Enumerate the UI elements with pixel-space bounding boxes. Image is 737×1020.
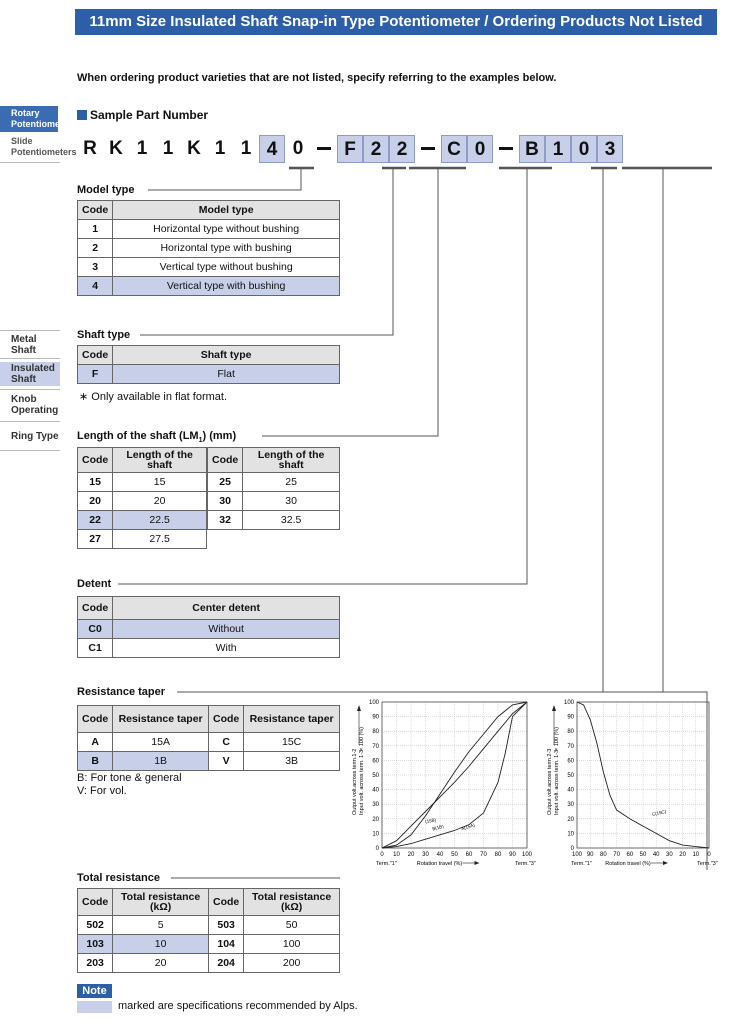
code-cell: 20 (78, 492, 113, 511)
y-tick-label: 20 (567, 816, 574, 823)
pn-char: 1 (136, 138, 148, 159)
pn-char-resistance: 1 (545, 135, 571, 163)
sidebar-item-rotary[interactable]: Rotary Potentiometers (0, 106, 58, 132)
y-tick-label: 60 (567, 758, 574, 765)
table-row (208, 492, 340, 511)
table-row-recommended (78, 511, 207, 530)
code-cell: C1 (78, 639, 113, 658)
code-cell: 4 (78, 277, 113, 296)
x-tick-label: 0 (380, 852, 384, 858)
pn-char: 1 (240, 138, 252, 159)
sidebar-item-slide[interactable]: Slide Potentiometers (11, 136, 77, 157)
y-tick-label: 20 (372, 816, 379, 823)
pn-char-detent: C (441, 135, 467, 163)
sidebar-item-knob-operating[interactable]: Knob Operating (11, 394, 59, 416)
value-cell: With (113, 639, 340, 658)
value-cell: 32.5 (243, 511, 340, 530)
total-resistance-heading: Total resistance (77, 872, 163, 884)
table-header: Code (78, 201, 113, 220)
resistance-taper-table (77, 705, 340, 771)
code-cell: 204 (209, 954, 244, 973)
x-tick-label: 20 (407, 852, 415, 858)
value-cell: 50 (244, 916, 340, 935)
y-tick-label: 40 (372, 787, 379, 794)
value-cell: 3B (244, 752, 340, 771)
table-header: Resistance taper (244, 706, 340, 733)
y-axis-arrowhead (552, 705, 556, 711)
pn-char-length: 2 (363, 135, 389, 163)
table-row (78, 733, 340, 752)
table-row (208, 473, 340, 492)
x-tick-label: 80 (600, 852, 607, 858)
y-tick-label: 70 (567, 743, 574, 750)
table-row-recommended (78, 365, 340, 384)
x-left-term: Term."1" (571, 861, 592, 867)
code-cell: 22 (78, 511, 113, 530)
y-axis-label: Input volt. across term. 1-3 (554, 749, 560, 815)
code-cell: C (209, 733, 244, 752)
x-axis-label: Rotation travel (%) (416, 861, 463, 867)
x-tick-label: 100 (571, 852, 583, 858)
y-axis-arrowhead (357, 705, 361, 711)
pn-char-resistance: 3 (597, 135, 623, 163)
value-cell: 20 (113, 954, 209, 973)
x-tick-label: 60 (465, 852, 473, 858)
x-tick-label: 80 (494, 852, 502, 858)
table-header: Total resistance (kΩ) (244, 889, 340, 916)
shaft-length-table-left (77, 447, 207, 549)
value-cell: 15C (244, 733, 340, 752)
x-tick-label: 0 (707, 852, 711, 858)
shaft-type-table (77, 345, 340, 384)
table-header: Code (209, 889, 244, 916)
x-tick-label: 90 (586, 852, 594, 858)
value-cell: Horizontal type with bushing (113, 239, 340, 258)
table-header: Code (78, 706, 113, 733)
shaft-length-heading-text: Length of the shaft (LM (77, 430, 199, 442)
value-cell: Flat (113, 365, 340, 384)
shaft-length-heading-sub: 1 (198, 437, 203, 445)
taper-chart-left (345, 698, 535, 874)
x-axis-arrowhead (663, 861, 668, 865)
y-tick-label: 10 (567, 831, 574, 838)
note-text: marked are specifications recommended by Alps. (118, 1000, 358, 1012)
resistance-taper-heading: Resistance taper (77, 686, 168, 698)
code-cell: 3 (78, 258, 113, 277)
pn-char-resistance: 0 (571, 135, 597, 163)
intro-text: When ordering product varieties that are not listed, specify referring to the examples below. (77, 72, 557, 84)
value-cell: Vertical type without bushing (113, 258, 340, 277)
sidebar-item-ring-type[interactable]: Ring Type (11, 431, 59, 442)
value-cell: Without (113, 620, 340, 639)
table-row (78, 473, 207, 492)
code-cell: 104 (209, 935, 244, 954)
shaft-length-heading-tail: ) (mm) (202, 430, 237, 442)
y-tick-label: 80 (567, 729, 574, 736)
value-cell: 5 (113, 916, 209, 935)
sample-part-label: Sample Part Number (90, 108, 209, 122)
shaft-length-table-right (207, 447, 340, 530)
x-tick-label: 70 (613, 852, 620, 858)
value-cell: Vertical type with bushing (113, 277, 340, 296)
code-cell-recommended: B (78, 752, 113, 771)
code-cell: 203 (78, 954, 113, 973)
value-cell: 100 (244, 935, 340, 954)
x-tick-label: 40 (436, 852, 444, 858)
x-tick-label: 90 (509, 852, 516, 858)
code-cell: 2 (78, 239, 113, 258)
value-cell-recommended: 10 (113, 935, 209, 954)
table-header: Code (209, 706, 244, 733)
y-tick-label: 90 (567, 714, 574, 721)
table-header: Length of the shaft (113, 448, 207, 473)
y-tick-label: 50 (372, 773, 379, 779)
taper-note-v: V: For vol. (77, 785, 127, 797)
y-tick-label: 100 (563, 700, 574, 706)
x-tick-label: 50 (451, 852, 458, 858)
code-cell: 1 (78, 220, 113, 239)
x-tick-label: 20 (679, 852, 686, 858)
code-cell: 15 (78, 473, 113, 492)
value-cell: 200 (244, 954, 340, 973)
y-tick-label: 30 (372, 802, 379, 809)
table-row (78, 916, 340, 935)
code-cell: 32 (208, 511, 243, 530)
code-cell-recommended: 103 (78, 935, 113, 954)
x-right-term: Term."3" (697, 861, 718, 867)
value-cell-recommended: 1B (113, 752, 209, 771)
x-axis-arrowhead (475, 861, 480, 865)
pn-char-taper: B (519, 135, 545, 163)
table-header: Resistance taper (113, 706, 209, 733)
y-tick-label: 10 (372, 831, 379, 838)
shaft-length-heading (77, 430, 239, 444)
table-row (208, 511, 340, 530)
x-right-term: Term."3" (515, 861, 536, 867)
code-cell: 503 (209, 916, 244, 935)
pn-char: 1 (214, 138, 226, 159)
code-cell: 30 (208, 492, 243, 511)
y-tick-label: 0 (570, 846, 574, 852)
table-row (78, 258, 340, 277)
y-tick-label: 50 (567, 773, 574, 779)
page-title: 11mm Size Insulated Shaft Snap-in Type Potentiometer / Ordering Products Not Listed (75, 9, 717, 35)
x-tick-label: 10 (692, 852, 700, 858)
value-cell: 30 (243, 492, 340, 511)
table-header: Total resistance (kΩ) (113, 889, 209, 916)
series-label: A(15A) (460, 822, 476, 832)
y-axis-label: Output volt.across term.1-2 (352, 748, 358, 815)
table-row (78, 935, 340, 954)
value-cell: 27.5 (113, 530, 207, 549)
x-tick-label: 70 (480, 852, 487, 858)
code-cell: F (78, 365, 113, 384)
table-header: Length of the shaft (243, 448, 340, 473)
sidebar-item-metal-shaft[interactable]: Metal Shaft (11, 334, 37, 356)
value-cell: 15A (113, 733, 209, 752)
series-label: (15B) (424, 817, 437, 825)
y-axis-label: Output volt.across term.2-3 (547, 748, 553, 815)
table-header: Code (208, 448, 243, 473)
code-cell: 502 (78, 916, 113, 935)
total-resistance-table (77, 888, 340, 973)
y-tick-label: 0 (375, 846, 379, 852)
pn-char: 0 (292, 138, 304, 159)
code-cell: 27 (78, 530, 113, 549)
value-cell: 15 (113, 473, 207, 492)
model-type-heading: Model type (77, 184, 137, 196)
table-header: Code (78, 889, 113, 916)
table-header: Code (78, 346, 113, 365)
table-row (78, 530, 207, 549)
y-axis-label: Input volt. across term. 1-3 (359, 749, 365, 815)
pn-char-shaft: F (337, 135, 363, 163)
recommended-swatch (77, 1001, 112, 1013)
x-tick-label: 60 (626, 852, 634, 858)
pn-char: K (187, 138, 201, 159)
x-left-term: Term."1" (376, 861, 397, 867)
table-header: Model type (113, 201, 340, 220)
table-row-recommended (78, 620, 340, 639)
x-tick-label: 40 (652, 852, 660, 858)
pn-char: K (109, 138, 123, 159)
model-type-table (77, 200, 340, 296)
y-tick-label: 80 (372, 729, 379, 736)
code-cell: C0 (78, 620, 113, 639)
shaft-type-note: ∗ Only available in flat format. (79, 391, 228, 403)
table-header: Shaft type (113, 346, 340, 365)
y-tick-label: 70 (372, 743, 379, 750)
table-row (78, 492, 207, 511)
table-row (78, 954, 340, 973)
code-cell: V (209, 752, 244, 771)
taper-note-b: B: For tone & general (77, 772, 182, 784)
detent-table (77, 596, 340, 658)
table-row (78, 752, 340, 771)
code-cell: 25 (208, 473, 243, 492)
pn-char-model: 4 (259, 135, 285, 163)
y-axis-unit: × 100 (%) (359, 727, 365, 751)
y-tick-label: 90 (372, 714, 379, 721)
table-header: Code (78, 448, 113, 473)
y-tick-label: 40 (567, 787, 574, 794)
y-tick-label: 60 (372, 758, 379, 765)
y-tick-label: 100 (368, 700, 379, 706)
sidebar-item-insulated-shaft[interactable]: Insulated Shaft (0, 362, 60, 386)
pn-char-detent: 0 (467, 135, 493, 163)
x-tick-label: 30 (666, 852, 673, 858)
table-row (78, 220, 340, 239)
value-cell: 25 (243, 473, 340, 492)
pn-char-length: 2 (389, 135, 415, 163)
value-cell: 20 (113, 492, 207, 511)
x-tick-label: 10 (393, 852, 400, 858)
pn-char: 1 (162, 138, 174, 159)
code-cell: A (78, 733, 113, 752)
y-tick-label: 30 (567, 802, 574, 809)
table-row (78, 639, 340, 658)
table-header: Code (78, 597, 113, 620)
note-badge: Note (77, 984, 112, 998)
x-tick-label: 100 (521, 852, 533, 858)
pn-char: R (83, 138, 97, 159)
x-tick-label: 50 (639, 852, 647, 858)
x-tick-label: 30 (422, 852, 429, 858)
y-axis-unit: × 100 (%) (554, 727, 560, 751)
x-axis-label: Rotation travel (%) (605, 861, 651, 867)
series-label: B(1B) (431, 823, 445, 832)
table-row (78, 239, 340, 258)
series-label: C(15C) (651, 808, 667, 817)
taper-chart-right (543, 698, 718, 874)
shaft-type-heading: Shaft type (77, 329, 133, 341)
value-cell: Horizontal type without bushing (113, 220, 340, 239)
value-cell: 22.5 (113, 511, 207, 530)
table-header: Center detent (113, 597, 340, 620)
detent-heading: Detent (77, 578, 114, 590)
table-row-recommended (78, 277, 340, 296)
